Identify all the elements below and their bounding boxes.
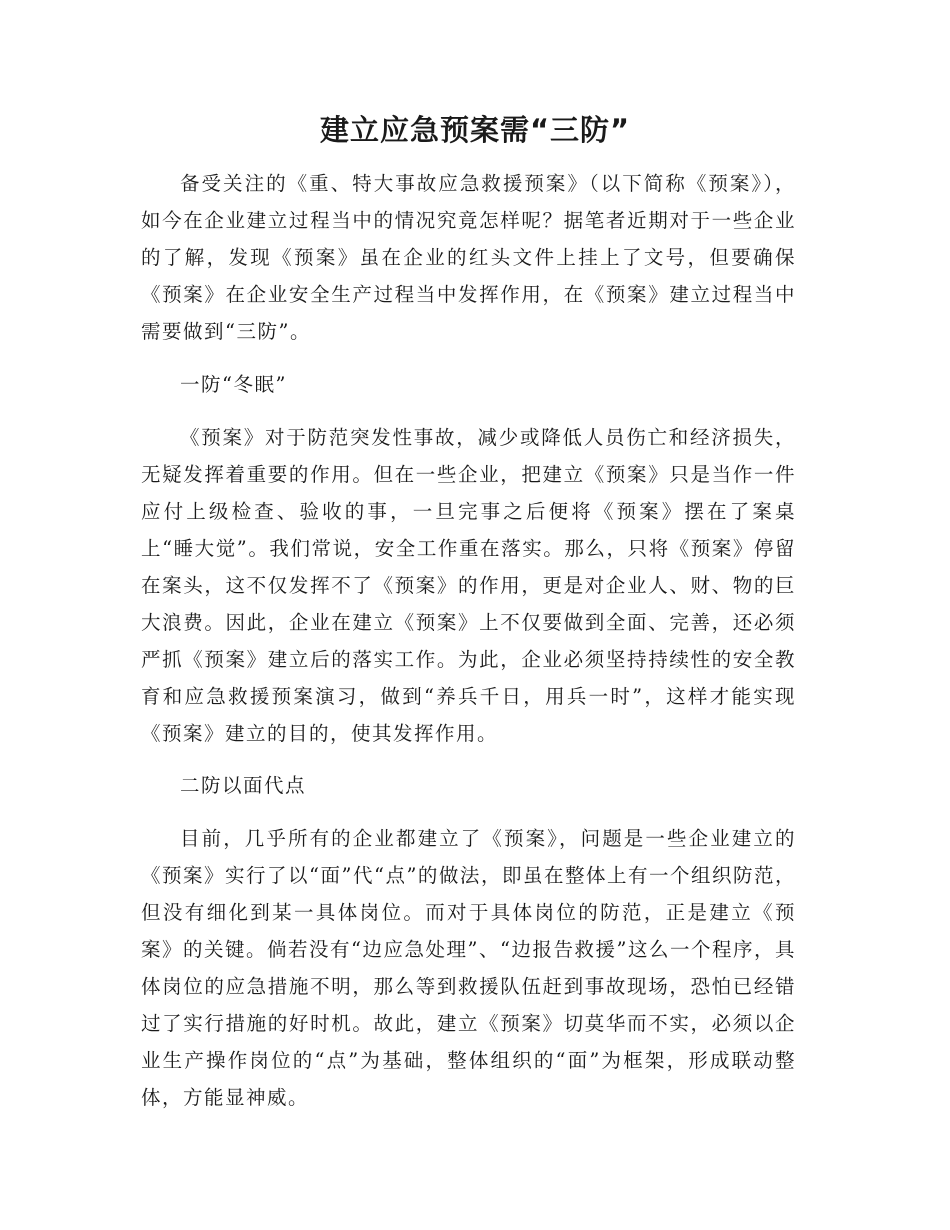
document-title: 建立应急预案需“三防” [319, 113, 631, 147]
paragraph-section-1: 《预案》对于防范突发性事故，减少或降低人员伤亡和经济损失，无疑发挥着重要的作用。但在一些企业，把建立《预案》只是当作一件应付上级检查、验收的事，一旦完事之后便将《预案》摆在了案桌上“睡大觉”。我们常说，安全工作重在落实。那么，只将《预案》停留在案头，这不仅发挥不了《预案》的作用，更是对企业人、财、物的巨大浪费。因此，企业在建立《预案》上不仅要做到全面、完善，还必须严抓《预案》建立后的落实工作。为此，企业必须坚持持续性的安全教育和应急救援预案演习，做到“养兵千日，用兵一时”，这样才能实现《预案》建立的目的，使其发挥作用。 [141, 426, 796, 745]
section-heading-1: 一防“冬眠” [180, 373, 287, 396]
paragraph-section-2: 目前，几乎所有的企业都建立了《预案》，问题是一些企业建立的《预案》实行了以“面”代“点”的做法，即虽在整体上有一个组织防范，但没有细化到某一具体岗位。而对于具体岗位的防范，正是建立《预案》的关键。倘若没有“边应急处理”、“边报告救援”这么一个程序，具体岗位的应急措施不明，那么等到救援队伍赶到事故现场，恐怕已经错过了实行措施的好时机。故此，建立《预案》切莫华而不实，必须以企业生产操作岗位的“点”为基础，整体组织的“面”为框架，形成联动整体，方能显神威。 [141, 827, 796, 1109]
paragraph-intro: 备受关注的《重、特大事故应急救援预案》（以下简称《预案》），如今在企业建立过程当中的情况究竟怎样呢？据笔者近期对于一些企业的了解，发现《预案》虽在企业的红头文件上挂上了文号，但要确保《预案》在企业安全生产过程当中发挥作用，在《预案》建立过程当中需要做到“三防”。 [141, 172, 796, 343]
section-heading-2: 二防以面代点 [180, 774, 307, 797]
